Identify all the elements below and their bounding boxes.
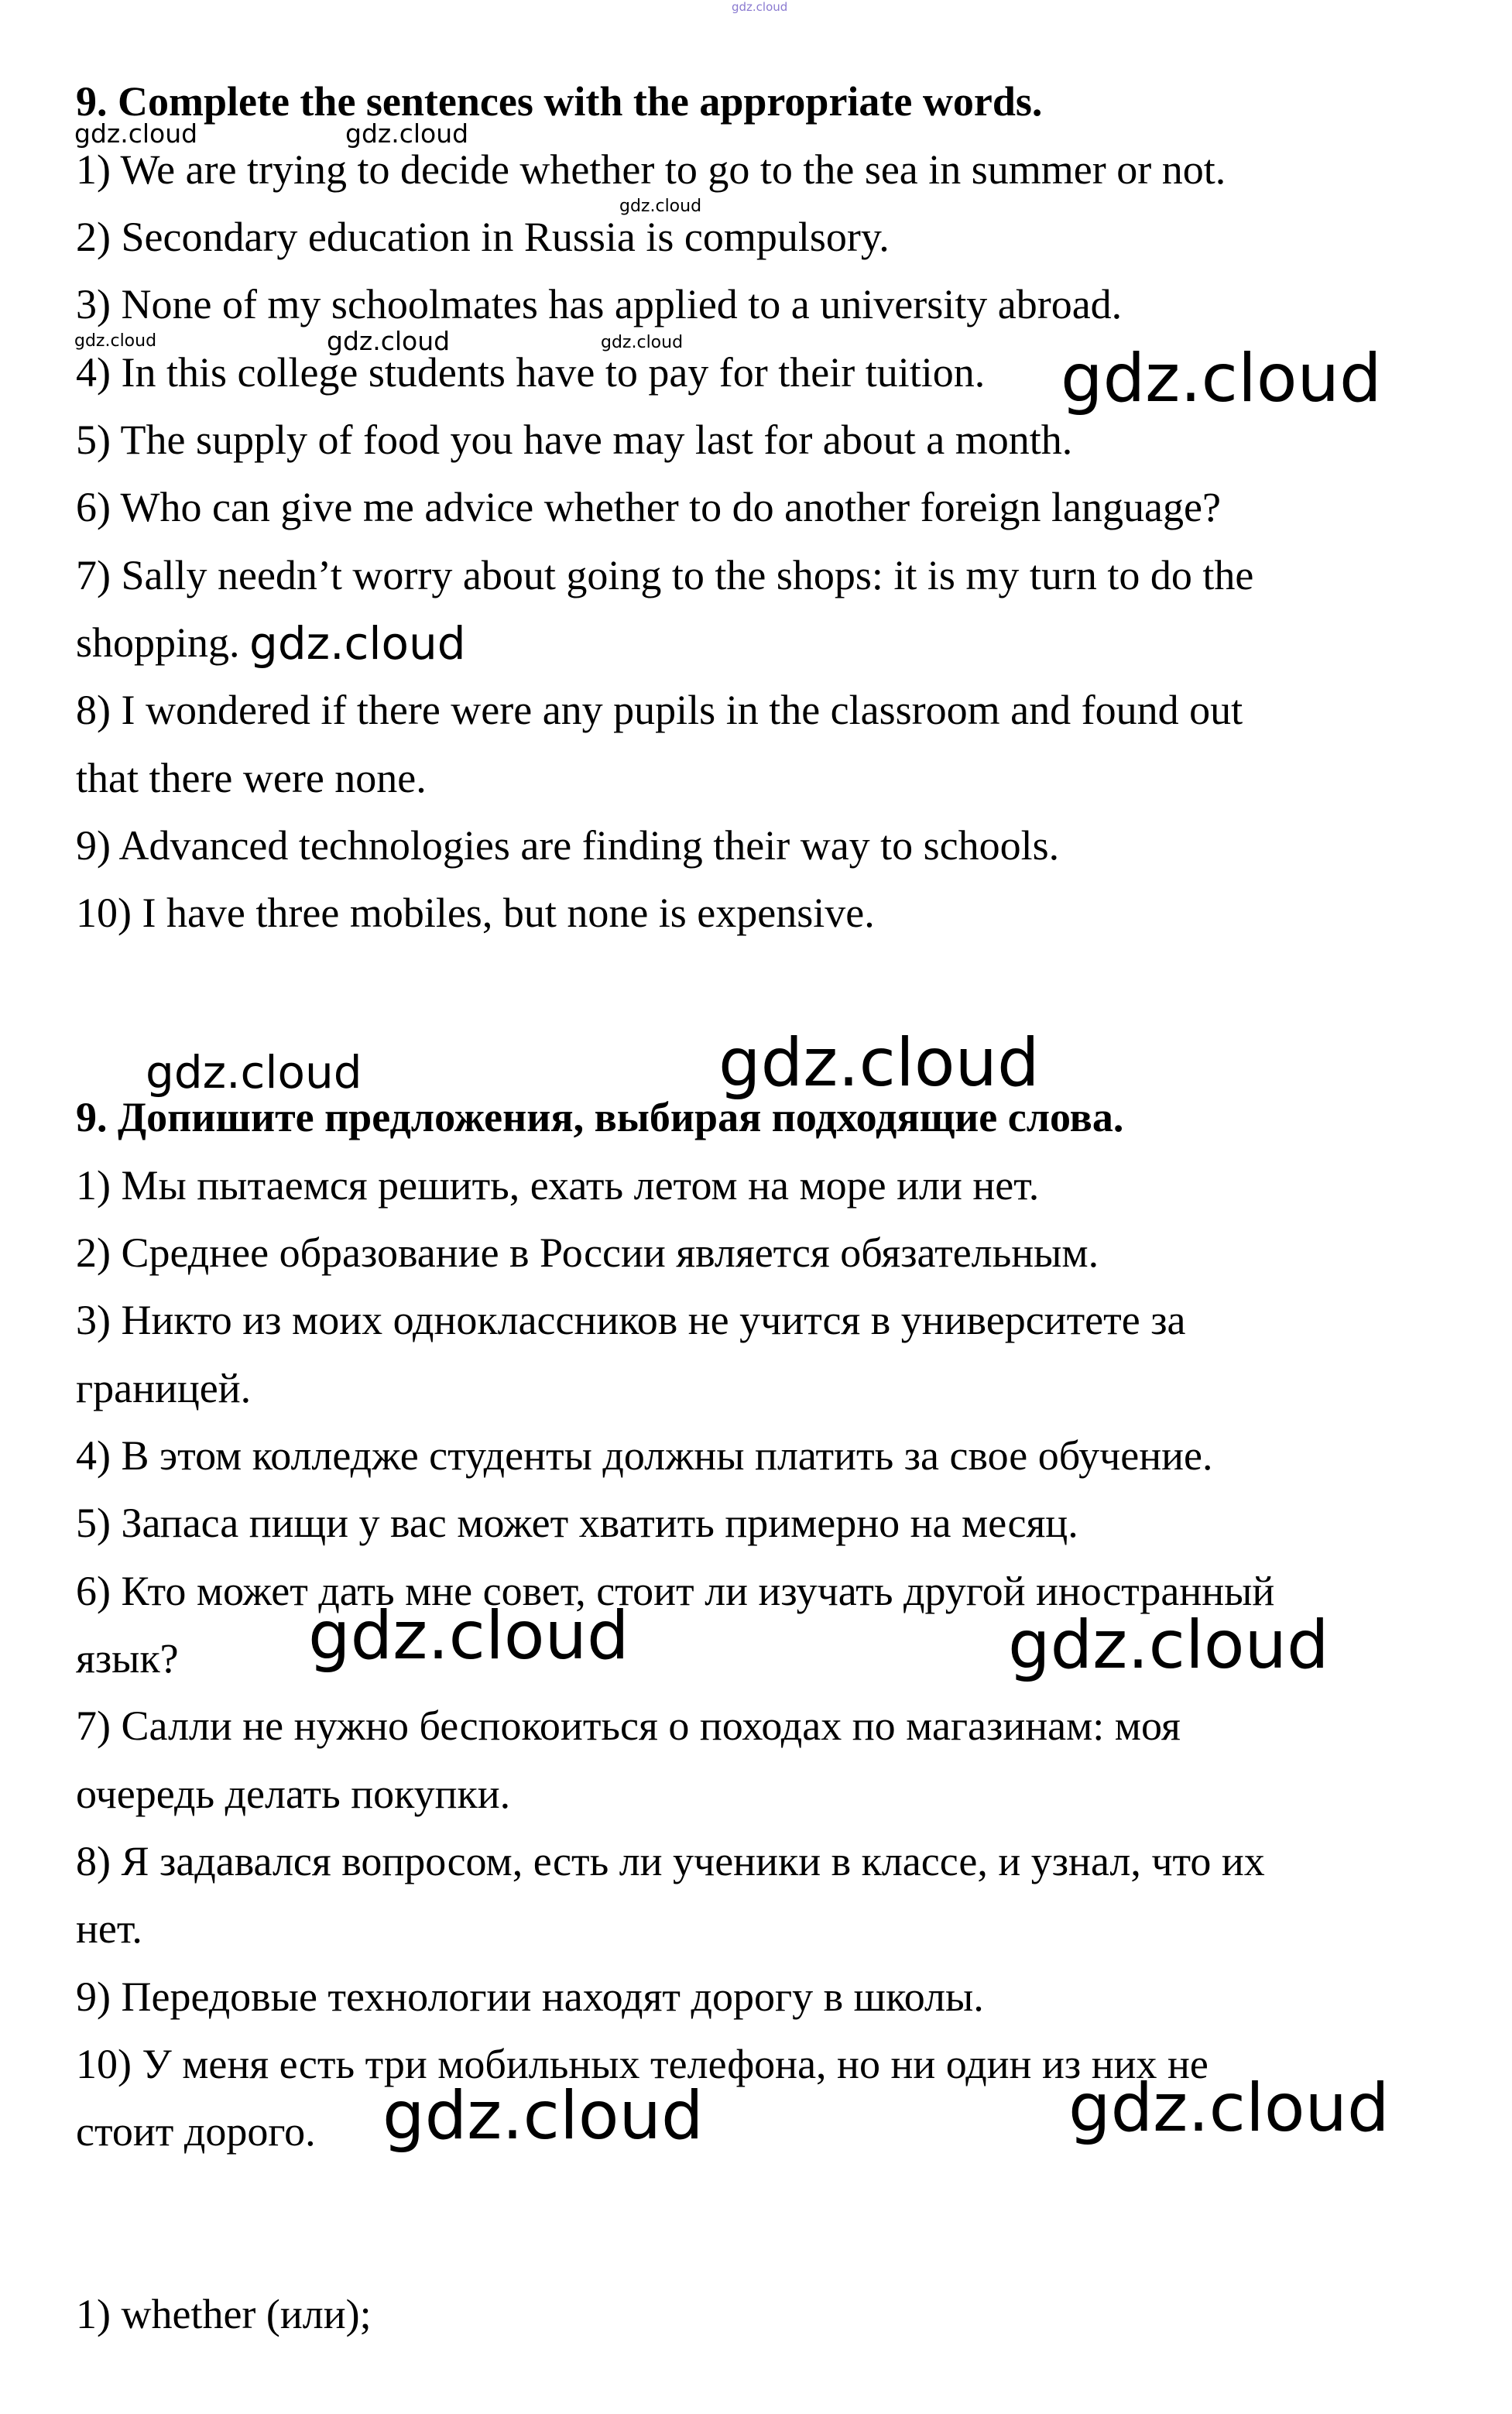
russian-line-6-cont: язык? (76, 1635, 179, 1682)
english-line-7-cont: shopping. (76, 619, 240, 666)
watermark: gdz.cloud (382, 2077, 704, 2155)
russian-line-3: 3) Никто из моих одноклассников не учится в университете за (76, 1297, 1186, 1343)
russian-line-6: 6) Кто может дать мне совет, стоит ли изучать другой иностранный (76, 1568, 1275, 1614)
english-line-4: 4) In this college students have to pay for their tuition. (76, 349, 986, 396)
watermark: gdz.cloud (327, 326, 451, 356)
watermark: gdz.cloud (718, 1024, 1040, 1102)
russian-line-7: 7) Салли не нужно беспокоиться о походах по магазинам: моя (76, 1702, 1181, 1749)
russian-heading: 9. Допишите предложения, выбирая подходящие слова. (76, 1094, 1124, 1140)
english-line-10: 10) I have three mobiles, but none is expensive. (76, 890, 875, 936)
watermark: gdz.cloud (249, 617, 466, 670)
english-heading: 9. Complete the sentences with the appropriate words. (76, 78, 1043, 125)
english-line-8: 8) I wondered if there were any pupils in the classroom and found out (76, 687, 1243, 733)
watermark: gdz.cloud (1061, 340, 1382, 417)
english-line-3: 3) None of my schoolmates has applied to a university abroad. (76, 281, 1123, 327)
watermark: gdz.cloud (345, 118, 469, 149)
watermark: gdz.cloud (619, 197, 702, 216)
russian-line-2: 2) Среднее образование в России является обязательным. (76, 1229, 1099, 1276)
english-line-6: 6) Who can give me advice whether to do another foreign language? (76, 484, 1221, 530)
english-line-1: 1) We are trying to decide whether to go to the sea in summer or not. (76, 146, 1226, 193)
english-line-5: 5) The supply of food you have may last for about a month. (76, 417, 1073, 463)
watermark: gdz.cloud (74, 331, 157, 351)
russian-line-4: 4) В этом колледже студенты должны платить за свое обучение. (76, 1432, 1213, 1479)
russian-line-8-cont: нет. (76, 1905, 142, 1952)
answer-line-1: 1) whether (или); (76, 2291, 372, 2337)
watermark: gdz.cloud (601, 333, 684, 352)
watermark: gdz.cloud (308, 1597, 629, 1675)
english-line-8-cont: that there were none. (76, 755, 427, 801)
english-line-7: 7) Sally needn’t worry about going to the shops: it is my turn to do the (76, 552, 1254, 598)
watermark: gdz.cloud (1008, 1606, 1329, 1684)
watermark: gdz.cloud (74, 118, 198, 149)
russian-line-1: 1) Мы пытаемся решить, ехать летом на море или нет. (76, 1162, 1040, 1209)
russian-line-3-cont: границей. (76, 1365, 252, 1411)
english-line-2: 2) Secondary education in Russia is compulsory. (76, 214, 890, 260)
russian-line-10-cont: стоит дорого. (76, 2108, 316, 2155)
english-line-9: 9) Advanced technologies are finding their way to schools. (76, 822, 1060, 869)
russian-line-7-cont: очередь делать покупки. (76, 1771, 511, 1817)
watermark: gdz.cloud (1068, 2069, 1390, 2147)
russian-line-8: 8) Я задавался вопросом, есть ли ученики в классе, и узнал, что их (76, 1838, 1265, 1884)
russian-line-10: 10) У меня есть три мобильных телефона, но ни один из них не (76, 2041, 1209, 2087)
russian-line-9: 9) Передовые технологии находят дорогу в школы. (76, 1973, 984, 2020)
russian-line-5: 5) Запаса пищи у вас может хватить примерно на месяц. (76, 1500, 1078, 1546)
watermark: gdz.cloud (146, 1046, 362, 1099)
watermark-top: gdz.cloud (732, 0, 788, 14)
